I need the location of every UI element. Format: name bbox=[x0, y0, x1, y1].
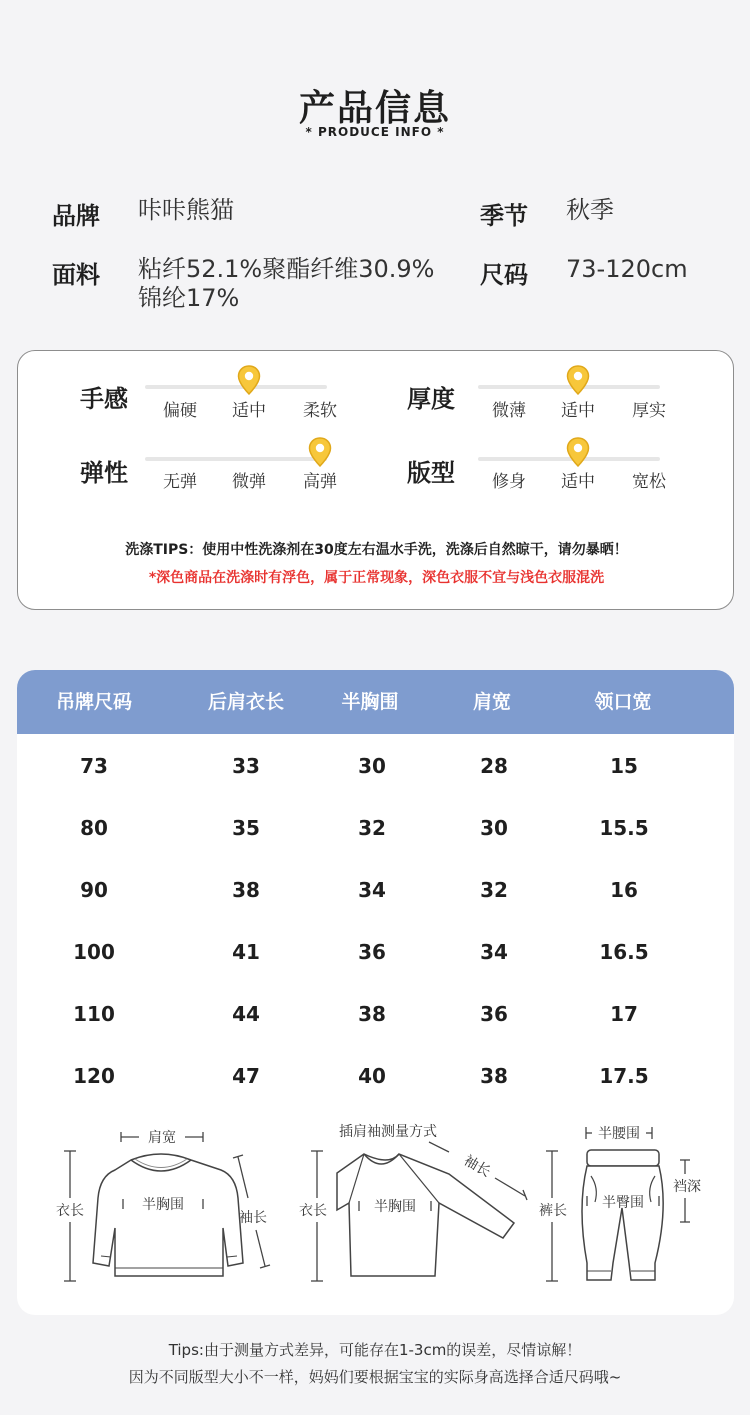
table-cell: 90 bbox=[80, 878, 108, 902]
footer-tip-line2: 因为不同版型大小不一样，妈妈们要根据宝宝的实际身高选择合适尺码哦~ bbox=[128, 1368, 622, 1386]
table-cell: 17 bbox=[610, 1002, 638, 1026]
table-cell: 34 bbox=[480, 940, 508, 964]
table-cell: 15 bbox=[610, 754, 638, 778]
page-title: 产品信息 bbox=[298, 88, 451, 129]
attribute-label-hand-feel: 手感 bbox=[80, 385, 128, 413]
season-value: 秋季 bbox=[566, 196, 614, 224]
waist-label: 半腰围 bbox=[598, 1126, 640, 1142]
table-cell: 40 bbox=[358, 1064, 386, 1088]
fabric-label: 面料 bbox=[52, 261, 100, 289]
table-cell: 41 bbox=[232, 940, 260, 964]
location-pin-icon bbox=[566, 437, 590, 467]
table-cell: 80 bbox=[80, 816, 108, 840]
brand-label: 品牌 bbox=[52, 202, 100, 230]
scale-option: 宽松 bbox=[632, 472, 666, 492]
length-label: 衣长 bbox=[299, 1203, 327, 1219]
length-label: 衣长 bbox=[56, 1203, 84, 1219]
column-header-shoulder: 肩宽 bbox=[472, 691, 511, 713]
hip-label: 半臀围 bbox=[602, 1195, 644, 1211]
washing-warning: *深色商品在洗涤时有浮色，属于正常现象，深色衣服不宜与浅色衣服混洗 bbox=[148, 570, 605, 586]
table-cell: 100 bbox=[73, 940, 115, 964]
column-header-tag-size: 吊牌尺码 bbox=[55, 691, 132, 713]
size-label: 尺码 bbox=[480, 261, 528, 289]
page-subtitle: * PRODUCE INFO * bbox=[305, 125, 445, 139]
table-cell: 44 bbox=[232, 1002, 260, 1026]
table-cell: 120 bbox=[73, 1064, 115, 1088]
table-cell: 38 bbox=[232, 878, 260, 902]
scale-option: 柔软 bbox=[303, 401, 337, 421]
size-value: 73-120cm bbox=[566, 255, 688, 283]
table-cell: 16.5 bbox=[599, 940, 649, 964]
scale-option: 适中 bbox=[561, 472, 595, 492]
table-cell: 32 bbox=[358, 816, 386, 840]
location-pin-icon bbox=[566, 365, 590, 395]
table-cell: 38 bbox=[358, 1002, 386, 1026]
attribute-label-fit: 版型 bbox=[407, 459, 455, 487]
rise-label: 裆深 bbox=[673, 1179, 701, 1195]
table-cell: 110 bbox=[73, 1002, 115, 1026]
scale-option: 适中 bbox=[561, 401, 595, 421]
shoulder-label: 肩宽 bbox=[148, 1130, 176, 1146]
scale-option: 偏硬 bbox=[163, 401, 197, 421]
scale-track-hand-feel bbox=[145, 385, 327, 389]
location-pin-icon bbox=[308, 437, 332, 467]
scale-option: 修身 bbox=[492, 472, 526, 492]
size-chart-card bbox=[17, 670, 734, 1315]
table-cell: 34 bbox=[358, 878, 386, 902]
scale-option: 厚实 bbox=[632, 401, 666, 421]
table-cell: 30 bbox=[480, 816, 508, 840]
location-pin-icon bbox=[237, 365, 261, 395]
table-cell: 73 bbox=[80, 754, 108, 778]
column-header-half-chest: 半胸围 bbox=[341, 691, 399, 713]
raglan-measurement-diagram bbox=[289, 1118, 539, 1293]
sleeve-label: 袖长 bbox=[460, 1152, 494, 1181]
footer-tip-line1: Tips:由于测量方式差异，可能存在1-3cm的误差，尽情谅解！ bbox=[168, 1341, 582, 1359]
scale-option: 高弹 bbox=[303, 472, 337, 492]
column-header-neck-width: 领口宽 bbox=[594, 691, 652, 713]
table-cell: 36 bbox=[358, 940, 386, 964]
table-cell: 35 bbox=[232, 816, 260, 840]
table-cell: 38 bbox=[480, 1064, 508, 1088]
sleeve-label: 袖长 bbox=[239, 1210, 267, 1226]
scale-track-elasticity bbox=[145, 457, 327, 461]
column-header-back-length: 后肩衣长 bbox=[207, 691, 284, 713]
scale-option: 微薄 bbox=[492, 401, 526, 421]
table-cell: 36 bbox=[480, 1002, 508, 1026]
chest-label: 半胸围 bbox=[142, 1197, 184, 1213]
table-cell: 47 bbox=[232, 1064, 260, 1088]
table-cell: 28 bbox=[480, 754, 508, 778]
washing-tips: 洗涤TIPS：使用中性洗涤剂在30度左右温水手洗，洗涤后自然晾干，请勿暴晒！ bbox=[125, 542, 628, 558]
season-label: 季节 bbox=[480, 202, 528, 230]
table-cell: 17.5 bbox=[599, 1064, 649, 1088]
table-cell: 30 bbox=[358, 754, 386, 778]
brand-value: 咔咔熊猫 bbox=[138, 196, 234, 224]
table-cell: 15.5 bbox=[599, 816, 649, 840]
pants-measurement-diagram bbox=[529, 1118, 729, 1293]
scale-option: 无弹 bbox=[163, 472, 197, 492]
attribute-label-elasticity: 弹性 bbox=[80, 459, 128, 487]
table-cell: 33 bbox=[232, 754, 260, 778]
fabric-value-line2: 锦纶17% bbox=[138, 284, 240, 312]
scale-option: 适中 bbox=[232, 401, 266, 421]
chest-label: 半胸围 bbox=[374, 1199, 416, 1215]
table-cell: 16 bbox=[610, 878, 638, 902]
fabric-value-line1: 粘纤52.1%聚酯纤维30.9% bbox=[138, 255, 435, 283]
raglan-title: 插肩袖测量方式 bbox=[339, 1124, 437, 1140]
length-label: 裤长 bbox=[539, 1203, 567, 1219]
attribute-label-thickness: 厚度 bbox=[407, 385, 455, 413]
fabric-attributes-card bbox=[17, 350, 734, 610]
size-table-header bbox=[17, 670, 734, 734]
table-cell: 32 bbox=[480, 878, 508, 902]
scale-option: 微弹 bbox=[232, 472, 266, 492]
sweater-measurement-diagram bbox=[43, 1118, 293, 1293]
